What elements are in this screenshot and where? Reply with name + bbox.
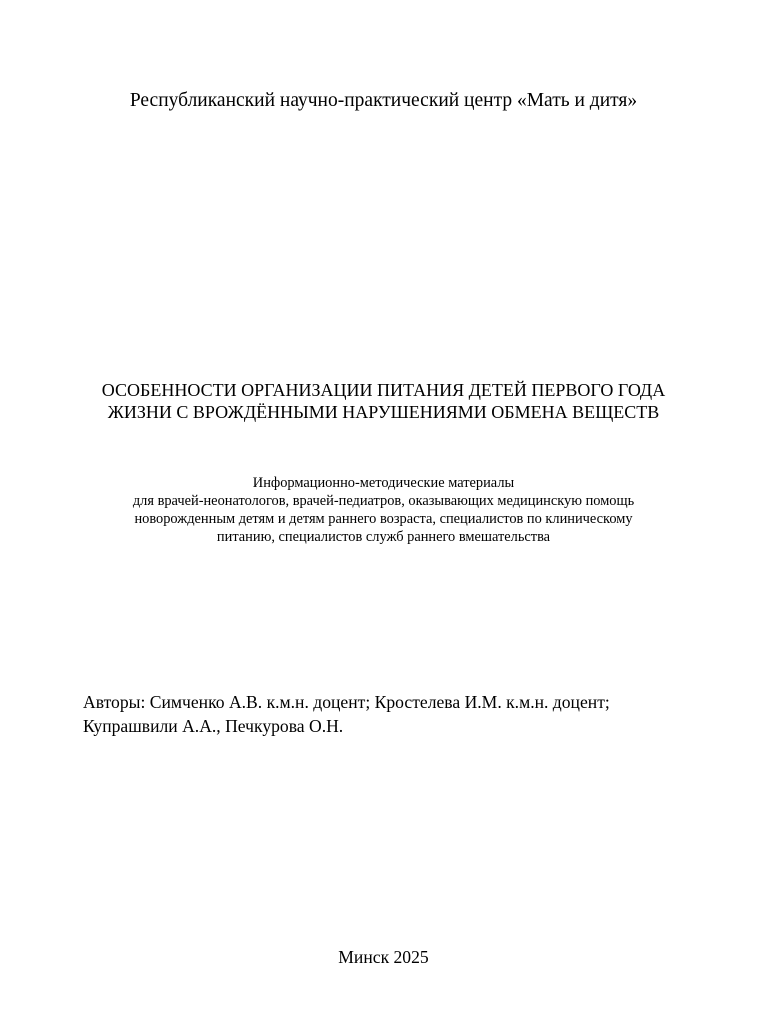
subtitle-line: новорожденным детям и детям раннего возраста, специалистов по клиническому [134, 511, 633, 527]
document-subtitle [0, 474, 767, 546]
document-title [0, 379, 767, 423]
subtitle-line: питанию, специалистов служб раннего вмешательства [216, 529, 551, 545]
title-line: ОСОБЕННОСТИ ОРГАНИЗАЦИИ ПИТАНИЯ ДЕТЕЙ ПЕРВОГО ГОДА [101, 380, 666, 400]
subtitle-line: для врачей-неонатологов, врачей-педиатров, оказывающих медицинскую помощь [132, 493, 635, 509]
title-line: ЖИЗНИ С ВРОЖДЁННЫМИ НАРУШЕНИЯМИ ОБМЕНА ВЕЩЕСТВ [107, 402, 660, 422]
authors-line: Купрашвили А.А., Печкурова О.Н. [83, 716, 344, 736]
authors-line: Авторы: Симченко А.В. к.м.н. доцент; Кростелева И.М. к.м.н. доцент; [83, 692, 610, 712]
authors-block [83, 690, 723, 738]
place-year: Минск 2025 [338, 947, 429, 967]
subtitle-line: Информационно-методические материалы [252, 475, 515, 491]
organization-name: Республиканский научно-практический центр «Мать и дитя» [129, 90, 638, 111]
